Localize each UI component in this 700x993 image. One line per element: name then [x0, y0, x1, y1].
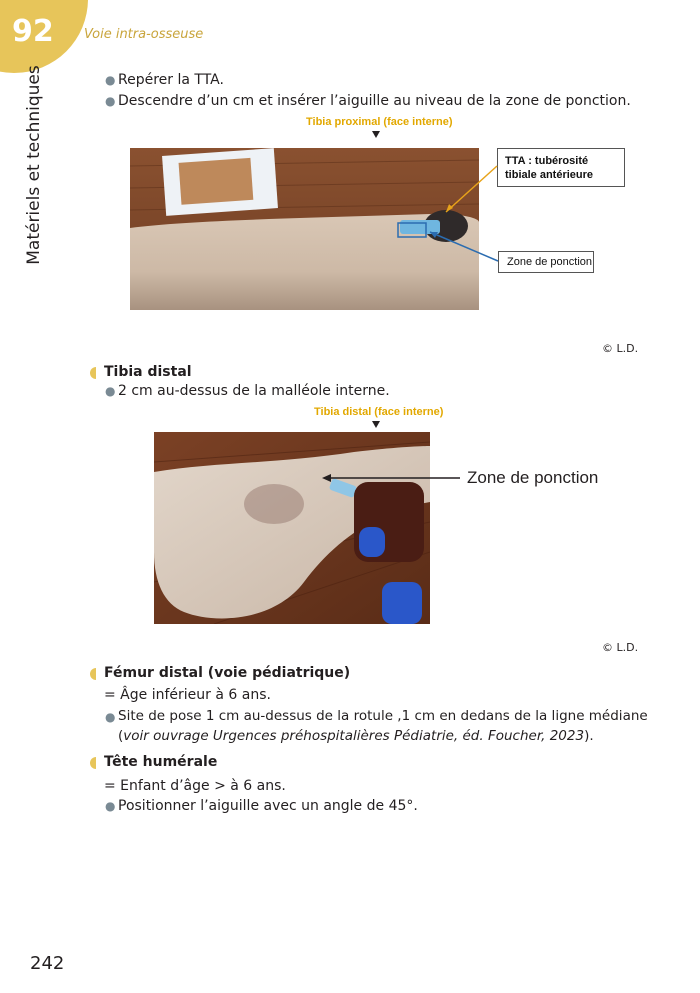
photo-credit: © L.D. — [602, 342, 639, 355]
zone-label: Zone de ponction — [467, 468, 599, 487]
side-title: Matériels et techniques — [24, 65, 44, 265]
section-title: Tibia distal — [104, 364, 192, 380]
list-item-continuation: (voir ouvrage Urgences préhospitalières Pédiatrie, éd. Foucher, 2023). — [118, 728, 594, 744]
photo-credit: © L.D. — [602, 641, 639, 654]
section-title: Fémur distal (voie pédiatrique) — [104, 665, 351, 681]
zone-callout-label: Zone de ponction — [507, 256, 593, 268]
tta-callout-label: TTA : tubérosité tibiale antérieure — [505, 155, 594, 181]
list-item: = Âge inférieur à 6 ans. — [104, 687, 271, 703]
section-marker — [90, 668, 96, 680]
chapter-number: 92 — [12, 14, 54, 49]
list-item: Site de pose 1 cm au-dessus de la rotule ,1 cm en dedans de la ligne médiane — [118, 708, 648, 724]
bullet-dot-icon: ● — [105, 73, 116, 87]
bullet-dot-icon: ● — [105, 384, 116, 398]
figure-caption: Tibia distal (face interne) — [314, 406, 444, 418]
section-title: Tête humérale — [104, 754, 218, 770]
reference-italic: voir ouvrage Urgences préhospitalières Pédiatrie, éd. Foucher, 2023 — [123, 728, 585, 744]
running-title: Voie intra-osseuse — [84, 27, 204, 42]
figure-caption: Tibia proximal (face interne) — [306, 116, 453, 128]
list-item: Repérer la TTA. — [118, 72, 224, 88]
section-marker — [90, 757, 96, 769]
list-item: Positionner l’aiguille avec un angle de 45°. — [118, 798, 418, 814]
page-number: 242 — [30, 953, 65, 974]
bullet-dot-icon: ● — [105, 710, 116, 724]
list-item: 2 cm au-dessus de la malléole interne. — [118, 383, 390, 399]
bullet-dot-icon: ● — [105, 94, 116, 108]
bullet-dot-icon: ● — [105, 799, 116, 813]
list-item: Descendre d’un cm et insérer l’aiguille au niveau de la zone de ponction. — [118, 93, 631, 109]
list-item: = Enfant d’âge > à 6 ans. — [104, 778, 286, 794]
